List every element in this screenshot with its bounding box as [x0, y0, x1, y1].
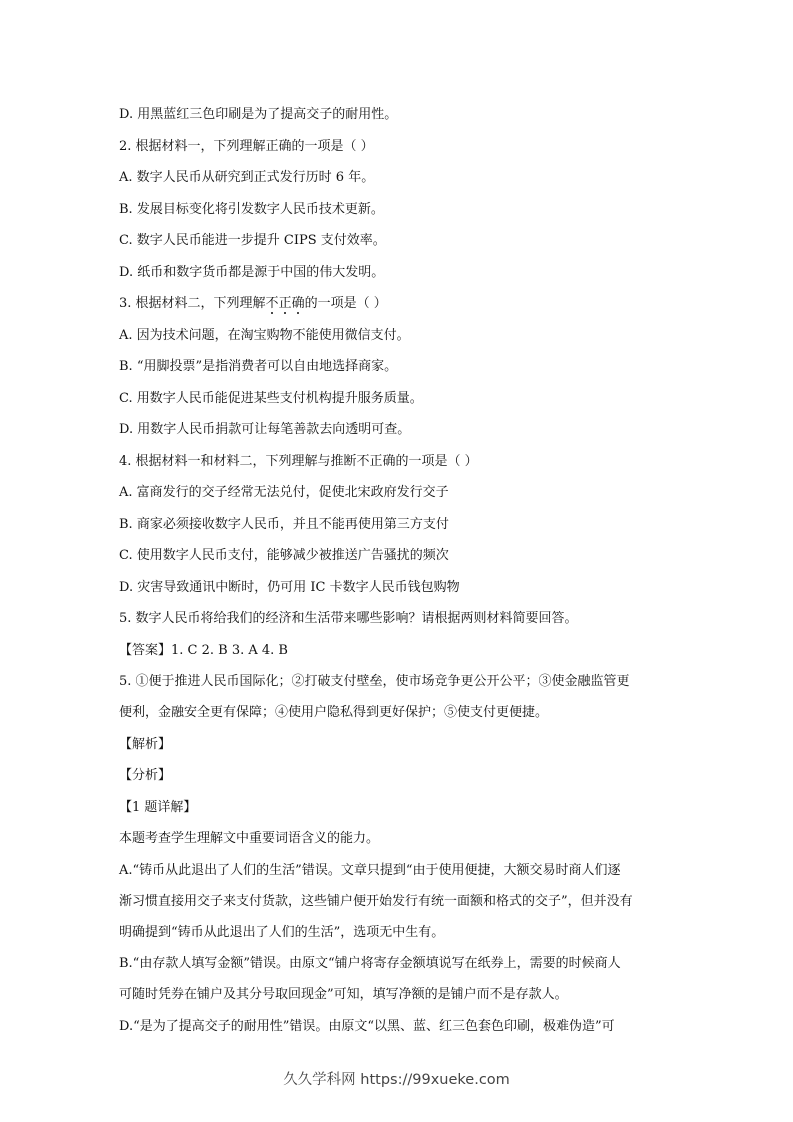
emphasis-char: 正 [278, 296, 292, 311]
analysis-heading: 【解析】 [119, 736, 172, 752]
analysis-b-line-2: 可随时凭券在铺户及其分号取回现金”可知，填写净额的是铺户而不是存款人。 [119, 987, 568, 1002]
q2-option-d: D. 纸币和数字货币都是源于中国的伟大发明。 [119, 264, 385, 280]
answer-line: 【答案】1. C 2. B 3. A 4. B [119, 642, 288, 658]
q3-option-b: B. “用脚投票”是指消费者可以自由地选择商家。 [119, 359, 398, 374]
analysis-subheading: 【分析】 [119, 768, 172, 783]
answer-q5-line-1: 5. ①便于推进人民币国际化；②打破支付壁垒，使市场竞争更公开公平；③使金融监管更 [119, 674, 630, 689]
q1-option-d: D. 用黑蓝红三色印刷是为了提高交子的耐用性。 [119, 107, 398, 122]
q3-stem: 3. 根据材料二，下列理解不正确的一项是（ ） [119, 296, 387, 311]
q2-option-a: A. 数字人民币从研究到正式发行历时 6 年。 [119, 170, 375, 185]
q4-option-b: B. 商家必须接收数字人民币，并且不能再使用第三方支付 [119, 516, 449, 532]
analysis-b-line-1: B.“由存款人填写金额”错误。由原文“铺户将寄存金额填说写在纸券上，需要的时候商人 [119, 956, 621, 971]
q3-option-c: C. 用数字人民币能促进某些支付机构提升服务质量。 [119, 390, 423, 406]
analysis-a-line-3: 明确提到“铸币从此退出了人们的生活”，选项无中生有。 [119, 924, 445, 940]
q1-detail-title: 【1 题详解】 [119, 799, 197, 815]
emphasis-char: 不 [265, 296, 279, 311]
q5-stem: 5. 数字人民币将给我们的经济和生活带来哪些影响？请根据两则材料简要回答。 [119, 611, 578, 626]
q2-stem: 2. 根据材料一，下列理解正确的一项是（ ） [119, 138, 374, 154]
analysis-a-line-1: A.“铸币从此退出了人们的生活”错误。文章只提到“由于使用便捷，大额交易时商人们逐 [119, 862, 621, 878]
q3-option-d: D. 用数字人民币捐款可让每笔善款去向透明可查。 [119, 422, 411, 437]
q2-option-c: C. 数字人民币能进一步提升 CIPS 支付效率。 [119, 233, 386, 248]
q3-option-a: A. 因为技术问题，在淘宝购物不能使用微信支付。 [119, 327, 410, 343]
emphasis-char: 确 [291, 296, 305, 311]
q4-option-a: A. 富商发行的交子经常无法兑付，促使北宋政府发行交子 [119, 485, 449, 500]
answer-q5-line-2: 便利，金融安全更有保障；④使用户隐私得到更好保护；⑤使支付更便捷。 [119, 705, 549, 720]
analysis-d-line-1: D.“是为了提高交子的耐用性”错误。由原文“以黑、蓝、红三色套色印刷，极难伪造”可 [119, 1018, 615, 1034]
q4-stem: 4. 根据材料一和材料二，下列理解与推断不正确的一项是（ ） [119, 453, 478, 469]
q4-option-c: C. 使用数字人民币支付，能够减少被推送广告骚扰的频次 [119, 548, 449, 563]
q4-option-d: D. 灾害导致通讯中断时，仍可用 IC 卡数字人民币钱包购物 [119, 579, 460, 595]
analysis-a-line-2: 渐习惯直接用交子来支付货款，这些铺户便开始发行有统一面额和格式的交子”，但并没有 [119, 893, 633, 909]
document-body [119, 104, 679, 1038]
q2-option-b: B. 发展目标变化将引发数字人民币技术更新。 [119, 201, 384, 217]
footer-watermark: 久久学科网 https://99xueke.com [283, 1072, 510, 1088]
analysis-intro: 本题考查学生理解文中重要词语含义的能力。 [119, 831, 380, 846]
